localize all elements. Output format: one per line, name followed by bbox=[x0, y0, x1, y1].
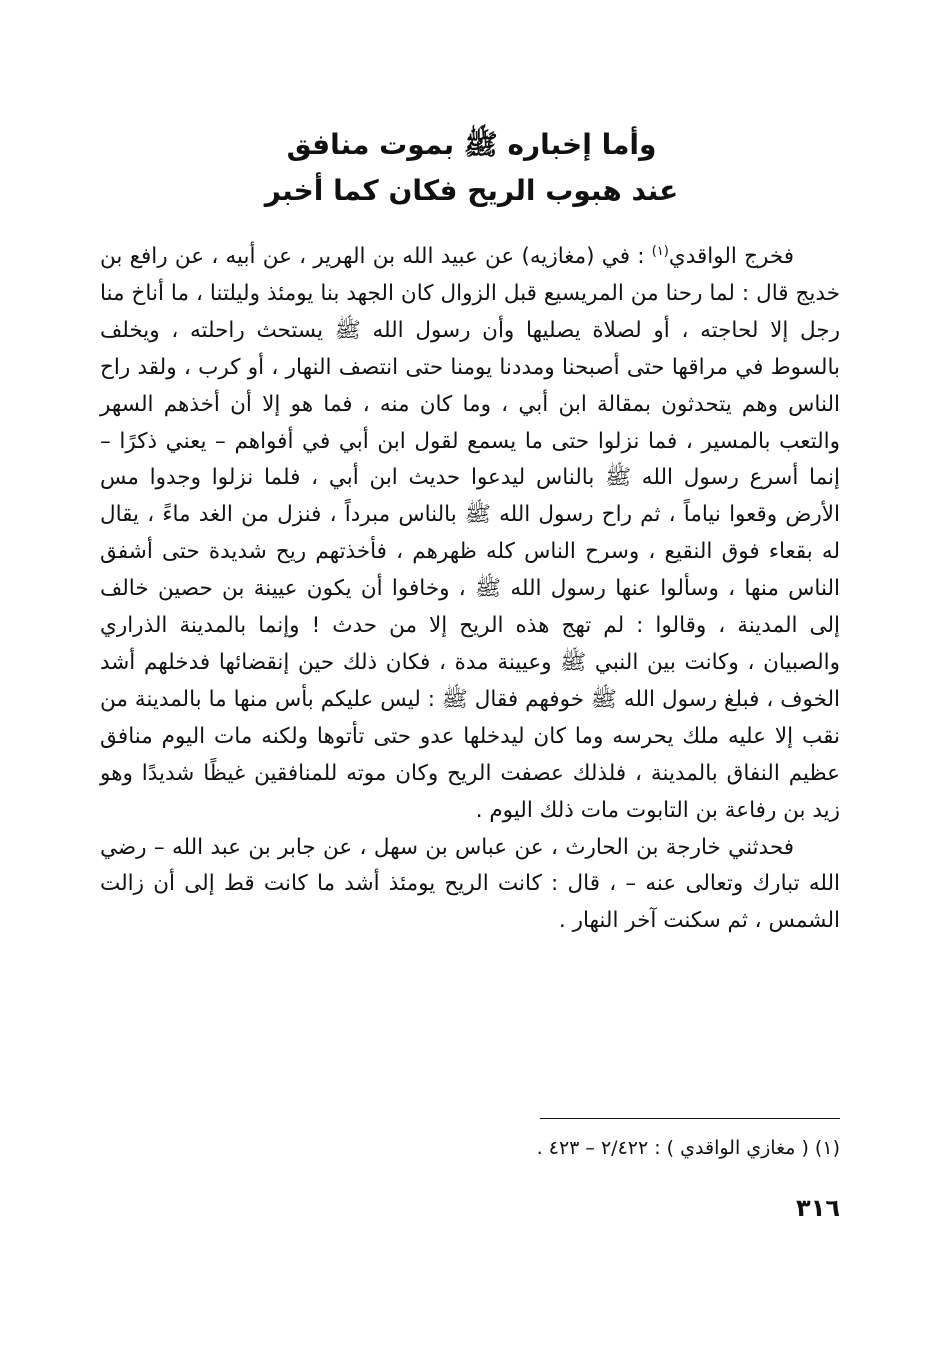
footnote: (١) ( مغازي الواقدي ) : ٢/٤٢٢ – ٤٢٣ . bbox=[536, 1137, 840, 1159]
paragraph-1-opening: فخرج الواقدي bbox=[668, 244, 794, 269]
heading-line-1: وأما إخباره ﷺ بموت منافق bbox=[286, 128, 657, 161]
paragraph-2: فحدثني خارجة بن الحارث ، عن عباس بن سهل ، عن جابر بن عبد الله – رضي الله تبارك وتعالى عنه – ، قال : كانت الريح يومئذ أشد ما كانت قط إلى أن زالت الشمس ، ثم سكنت آخر النهار . bbox=[100, 834, 840, 934]
main-text bbox=[100, 239, 840, 940]
paragraph-1 bbox=[100, 239, 840, 830]
heading-line-2: عند هبوب الريح فكان كما أخبر bbox=[264, 174, 679, 207]
chapter-heading bbox=[100, 122, 843, 214]
paragraph-1-text: : في (مغازيه) عن عبيد الله بن الهرير ، عن أبيه ، عن رافع بن خديج قال : لما رحنا من المريسيع قبل الزوال كان الجهد بنا يومئذ وليلتنا ، ما أناخ منا رجل إلا لحاجته ، أو لصلاة يصليها وأن رسول الله ﷺ يستحث راحلته ، ويخلف بالسوط في مراقها حتى أصبحنا ومددنا يومنا حتى انتصف النهار ، أو كرب ، ولقد راح الناس وهم يتحدثون بمقالة ابن أبي ، وما كان منه ، فما هو إلا أن أخذهم السهر والتعب بالمسير ، فما نزلوا حتى ما يسمع لقول ابن أبي في أفواهم – يعني ذكرًا – إنما أسرع رسول الله ﷺ بالناس ليدعوا حديث ابن أبي ، فلما نزلوا وجدوا مس الأرض وقعوا نياماً ، ثم راح رسول الله ﷺ بالناس مبرداً ، فنزل من الغد ماءً ، يقال له بقعاء فوق النقيع ، وسرح الناس كله ظهرهم ، فأخذتهم ريح شديدة حتى أشفق الناس منها ، وسألوا عنها رسول الله ﷺ ، وخافوا أن يكون عيينة بن حصين خالف إلى المدينة ، وقالوا : لم تهج هذه الريح إلا من حدث ! وإنما بالمدينة الذراري والصبيان ، وكانت بين النبي ﷺ وعيينة مدة ، فكان ذلك حين إنقضائها فدخلهم أشد الخوف ، فبلغ رسول الله ﷺ خوفهم فقال ﷺ : ليس عليكم بأس منها ما بالمدينة من نقب إلا عليه ملك يحرسه وما كان ليدخلها عدو حتى تأتوها ولكنه مات اليوم منافق عظيم النفاق بالمدينة ، فلذلك عصفت الريح وكان موته للمنافقين غيظًا شديدًا وهو زيد بن رفاعة بن التابوت مات ذلك اليوم . bbox=[100, 244, 840, 823]
footnote-divider bbox=[540, 1118, 840, 1119]
page-number: ٣١٦ bbox=[796, 1194, 840, 1222]
footnote-reference: (١) bbox=[651, 243, 669, 259]
